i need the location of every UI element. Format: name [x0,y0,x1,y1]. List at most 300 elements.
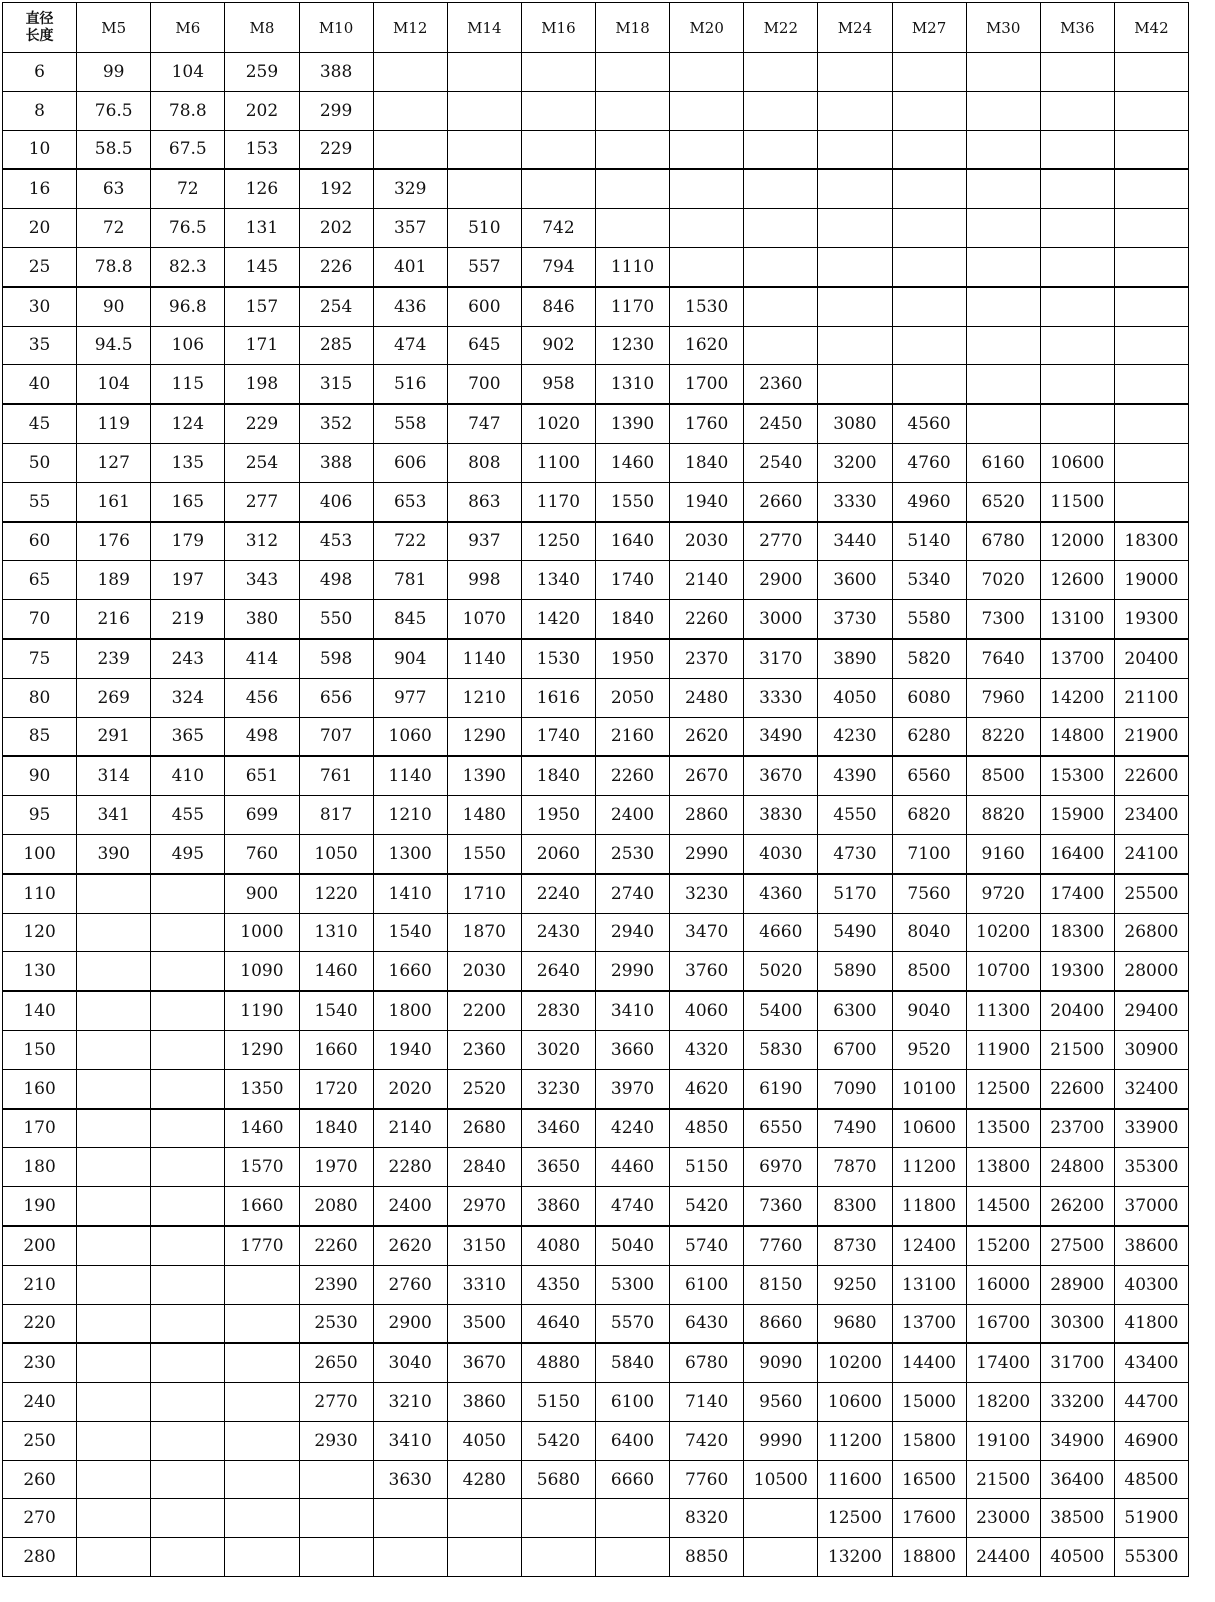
table-cell: 5040 [596,1226,670,1265]
table-cell [77,913,151,952]
table-cell: 10600 [818,1383,892,1422]
table-cell [225,1343,299,1382]
table-cell [1114,482,1188,521]
row-length-cell: 210 [3,1265,77,1304]
row-length-cell: 70 [3,600,77,639]
table-cell [744,209,818,248]
table-cell: 269 [77,678,151,717]
table-cell: 5140 [892,522,966,561]
table-cell: 254 [225,443,299,482]
table-cell: 3410 [373,1421,447,1460]
table-cell: 1480 [447,796,521,835]
table-cell [77,1226,151,1265]
column-header: M42 [1114,3,1188,53]
table-cell [596,1538,670,1577]
table-cell: 380 [225,600,299,639]
table-cell [77,991,151,1030]
table-cell: 1090 [225,952,299,991]
table-cell: 291 [77,717,151,756]
table-cell: 7020 [966,561,1040,600]
header-row [3,3,1189,53]
table-cell: 453 [299,522,373,561]
table-cell: 10700 [966,952,1040,991]
table-cell: 2770 [744,522,818,561]
table-cell [1040,91,1114,130]
table-cell: 6780 [670,1343,744,1382]
table-cell: 747 [447,404,521,443]
table-cell: 4280 [447,1460,521,1499]
table-cell [77,1265,151,1304]
table-cell: 4880 [521,1343,595,1382]
table-row [3,600,1189,639]
table-cell [744,53,818,92]
table-cell [151,1538,225,1577]
table-cell: 4360 [744,874,818,913]
table-cell: 436 [373,287,447,326]
table-cell: 21500 [966,1460,1040,1499]
table-row [3,1226,1189,1265]
table-cell: 808 [447,443,521,482]
corner-header [3,3,77,53]
table-cell: 1000 [225,913,299,952]
table-cell: 1660 [299,1030,373,1069]
table-cell [77,1148,151,1187]
table-cell: 17400 [1040,874,1114,913]
table-cell [77,1383,151,1422]
table-cell: 6660 [596,1460,670,1499]
table-cell: 1170 [596,287,670,326]
table-cell: 2650 [299,1343,373,1382]
table-cell: 67.5 [151,130,225,169]
table-cell: 516 [373,365,447,404]
table-cell: 2660 [744,482,818,521]
table-cell: 8660 [744,1304,818,1343]
table-cell: 3230 [521,1069,595,1108]
table-cell: 12000 [1040,522,1114,561]
column-header: M27 [892,3,966,53]
table-cell: 1530 [521,639,595,678]
table-cell [892,287,966,326]
table-cell: 6190 [744,1069,818,1108]
table-cell: 742 [521,209,595,248]
table-cell: 4390 [818,756,892,795]
table-cell: 343 [225,561,299,600]
table-cell [225,1304,299,1343]
table-cell: 16500 [892,1460,966,1499]
table-row [3,326,1189,365]
table-cell: 58.5 [77,130,151,169]
table-cell: 202 [299,209,373,248]
table-row [3,1069,1189,1108]
table-cell: 5680 [521,1460,595,1499]
table-cell: 16000 [966,1265,1040,1304]
table-cell: 4240 [596,1109,670,1148]
table-row [3,1343,1189,1382]
table-cell: 6430 [670,1304,744,1343]
row-length-cell: 130 [3,952,77,991]
table-cell: 1460 [596,443,670,482]
table-cell: 1950 [596,639,670,678]
table-row [3,482,1189,521]
table-cell: 4060 [670,991,744,1030]
table-cell: 6100 [670,1265,744,1304]
table-cell [1040,53,1114,92]
table-row [3,991,1189,1030]
table-cell: 9990 [744,1421,818,1460]
table-cell: 474 [373,326,447,365]
row-length-cell: 95 [3,796,77,835]
table-cell: 99 [77,53,151,92]
table-cell: 1460 [299,952,373,991]
table-cell: 165 [151,482,225,521]
table-cell [521,1538,595,1577]
table-cell: 10200 [966,913,1040,952]
table-cell: 23700 [1040,1109,1114,1148]
table-cell: 900 [225,874,299,913]
table-cell [892,326,966,365]
table-cell: 794 [521,247,595,286]
table-cell: 17600 [892,1499,966,1538]
table-cell: 5830 [744,1030,818,1069]
table-cell: 19300 [1040,952,1114,991]
table-row [3,443,1189,482]
table-cell: 388 [299,443,373,482]
table-cell: 5490 [818,913,892,952]
table-cell: 10200 [818,1343,892,1382]
table-cell: 645 [447,326,521,365]
table-cell: 6280 [892,717,966,756]
table-cell [818,209,892,248]
table-cell: 2900 [373,1304,447,1343]
table-cell: 7090 [818,1069,892,1108]
table-cell: 558 [373,404,447,443]
table-cell: 7360 [744,1187,818,1226]
table-cell: 557 [447,247,521,286]
table-cell: 1210 [373,796,447,835]
table-cell [1040,287,1114,326]
table-cell: 550 [299,600,373,639]
table-cell: 8040 [892,913,966,952]
table-cell: 2990 [596,952,670,991]
table-cell [151,1304,225,1343]
table-cell [1114,91,1188,130]
table-cell: 55300 [1114,1538,1188,1577]
table-cell: 4660 [744,913,818,952]
table-cell: 6520 [966,482,1040,521]
table-row [3,952,1189,991]
table-cell: 5400 [744,991,818,1030]
table-cell: 1390 [596,404,670,443]
table-cell [818,53,892,92]
table-cell [151,1383,225,1422]
table-cell: 357 [373,209,447,248]
table-cell [1114,247,1188,286]
row-length-cell: 260 [3,1460,77,1499]
table-row [3,639,1189,678]
column-header: M22 [744,3,818,53]
table-cell: 3000 [744,600,818,639]
table-cell: 7640 [966,639,1040,678]
table-cell: 456 [225,678,299,717]
table-cell: 2930 [299,1421,373,1460]
table-cell [966,326,1040,365]
table-cell: 10500 [744,1460,818,1499]
table-cell: 312 [225,522,299,561]
table-cell: 24100 [1114,834,1188,873]
table-cell: 1310 [596,365,670,404]
table-cell: 9520 [892,1030,966,1069]
table-row [3,1109,1189,1148]
table-cell: 2430 [521,913,595,952]
table-row [3,913,1189,952]
table-cell: 1840 [299,1109,373,1148]
table-cell: 700 [447,365,521,404]
table-cell: 388 [299,53,373,92]
table-cell: 1540 [373,913,447,952]
table-cell: 651 [225,756,299,795]
table-cell: 1640 [596,522,670,561]
table-cell [77,1109,151,1148]
table-cell: 216 [77,600,151,639]
table-cell: 315 [299,365,373,404]
table-cell [1040,326,1114,365]
row-length-cell: 140 [3,991,77,1030]
table-cell: 22600 [1040,1069,1114,1108]
table-cell: 7100 [892,834,966,873]
table-cell [151,1421,225,1460]
table-cell: 1210 [447,678,521,717]
table-cell: 23000 [966,1499,1040,1538]
table-cell: 937 [447,522,521,561]
table-cell [1114,53,1188,92]
table-cell: 44700 [1114,1383,1188,1422]
table-cell: 202 [225,91,299,130]
table-cell [373,1538,447,1577]
table-cell [77,952,151,991]
table-cell [966,404,1040,443]
table-row [3,247,1189,286]
table-cell: 9680 [818,1304,892,1343]
row-length-cell: 250 [3,1421,77,1460]
row-length-cell: 80 [3,678,77,717]
table-cell [670,209,744,248]
table-cell [744,247,818,286]
table-cell: 8500 [892,952,966,991]
table-row [3,796,1189,835]
table-cell: 94.5 [77,326,151,365]
table-cell: 8820 [966,796,1040,835]
table-cell [151,1226,225,1265]
table-cell: 6560 [892,756,966,795]
table-cell: 35300 [1114,1148,1188,1187]
table-cell: 1220 [299,874,373,913]
table-cell [744,169,818,208]
table-cell [77,1538,151,1577]
table-cell [151,1460,225,1499]
table-cell: 3330 [744,678,818,717]
table-cell: 3650 [521,1148,595,1187]
table-cell: 2860 [670,796,744,835]
table-cell: 26800 [1114,913,1188,952]
table-cell: 498 [299,561,373,600]
table-cell: 18300 [1040,913,1114,952]
column-header: M6 [151,3,225,53]
table-cell: 4760 [892,443,966,482]
table-cell: 707 [299,717,373,756]
table-cell [1040,247,1114,286]
table-cell: 1950 [521,796,595,835]
table-cell: 2240 [521,874,595,913]
table-cell: 1550 [447,834,521,873]
table-cell: 21900 [1114,717,1188,756]
table-cell [225,1538,299,1577]
table-cell: 1940 [373,1030,447,1069]
table-cell [744,1538,818,1577]
table-cell: 31700 [1040,1343,1114,1382]
table-cell: 145 [225,247,299,286]
table-row [3,1421,1189,1460]
table-cell [225,1383,299,1422]
table-cell: 24800 [1040,1148,1114,1187]
table-cell: 9250 [818,1265,892,1304]
table-cell: 1760 [670,404,744,443]
table-cell: 5740 [670,1226,744,1265]
table-cell: 219 [151,600,225,639]
table-cell: 1230 [596,326,670,365]
table-cell: 845 [373,600,447,639]
table-cell: 1840 [596,600,670,639]
table-cell: 6080 [892,678,966,717]
table-cell: 115 [151,365,225,404]
table-cell [892,365,966,404]
row-length-cell: 16 [3,169,77,208]
table-cell: 4080 [521,1226,595,1265]
table-cell: 2260 [670,600,744,639]
table-cell: 699 [225,796,299,835]
table-cell: 78.8 [77,247,151,286]
table-row [3,678,1189,717]
table-cell: 76.5 [77,91,151,130]
table-cell: 18800 [892,1538,966,1577]
table-cell [966,365,1040,404]
table-cell: 40500 [1040,1538,1114,1577]
row-length-cell: 120 [3,913,77,952]
table-cell: 998 [447,561,521,600]
table-cell: 18200 [966,1383,1040,1422]
table-cell: 8300 [818,1187,892,1226]
row-length-cell: 60 [3,522,77,561]
table-cell: 1350 [225,1069,299,1108]
table-cell: 1420 [521,600,595,639]
table-cell: 20400 [1114,639,1188,678]
table-cell [225,1460,299,1499]
table-row [3,874,1189,913]
table-cell: 2370 [670,639,744,678]
table-cell [670,91,744,130]
corner-label-length: 长度 [25,27,54,44]
table-cell [670,247,744,286]
row-length-cell: 8 [3,91,77,130]
table-cell [151,913,225,952]
table-cell: 1020 [521,404,595,443]
table-cell: 1100 [521,443,595,482]
table-cell: 2360 [744,365,818,404]
table-cell: 11600 [818,1460,892,1499]
table-cell: 6400 [596,1421,670,1460]
table-row [3,834,1189,873]
table-cell: 817 [299,796,373,835]
table-cell: 2400 [373,1187,447,1226]
table-cell: 598 [299,639,373,678]
table-cell: 1660 [373,952,447,991]
table-cell: 1050 [299,834,373,873]
table-cell: 40300 [1114,1265,1188,1304]
table-cell: 12500 [818,1499,892,1538]
table-cell: 19100 [966,1421,1040,1460]
table-cell: 1800 [373,991,447,1030]
table-cell: 12400 [892,1226,966,1265]
table-cell: 1540 [299,991,373,1030]
table-cell: 2540 [744,443,818,482]
table-cell: 11800 [892,1187,966,1226]
table-cell: 6550 [744,1109,818,1148]
table-cell: 1840 [521,756,595,795]
table-row [3,1304,1189,1343]
table-cell [966,91,1040,130]
table-cell [1040,209,1114,248]
table-cell: 3470 [670,913,744,952]
table-cell [225,1421,299,1460]
table-cell: 7490 [818,1109,892,1148]
table-cell: 5840 [596,1343,670,1382]
table-cell: 2060 [521,834,595,873]
table-cell: 3490 [744,717,818,756]
table-cell: 41800 [1114,1304,1188,1343]
table-cell: 229 [299,130,373,169]
table-cell: 4640 [521,1304,595,1343]
table-cell: 3230 [670,874,744,913]
table-cell: 3410 [596,991,670,1030]
table-cell [892,130,966,169]
table-cell [966,53,1040,92]
table-cell: 3330 [818,482,892,521]
table-cell: 6700 [818,1030,892,1069]
table-cell: 1060 [373,717,447,756]
table-cell [744,287,818,326]
table-cell: 4850 [670,1109,744,1148]
table-cell: 2050 [596,678,670,717]
table-cell [966,130,1040,169]
table-cell [373,91,447,130]
table-cell: 5170 [818,874,892,913]
table-cell: 1530 [670,287,744,326]
table-cell: 3150 [447,1226,521,1265]
table-cell: 12500 [966,1069,1040,1108]
table-cell: 27500 [1040,1226,1114,1265]
table-cell [596,130,670,169]
row-length-cell: 55 [3,482,77,521]
table-cell: 365 [151,717,225,756]
table-cell: 760 [225,834,299,873]
table-cell: 4960 [892,482,966,521]
table-cell: 498 [225,717,299,756]
row-length-cell: 75 [3,639,77,678]
table-cell: 2140 [670,561,744,600]
table-cell [299,1538,373,1577]
table-cell: 8850 [670,1538,744,1577]
table-cell: 2970 [447,1187,521,1226]
row-length-cell: 110 [3,874,77,913]
